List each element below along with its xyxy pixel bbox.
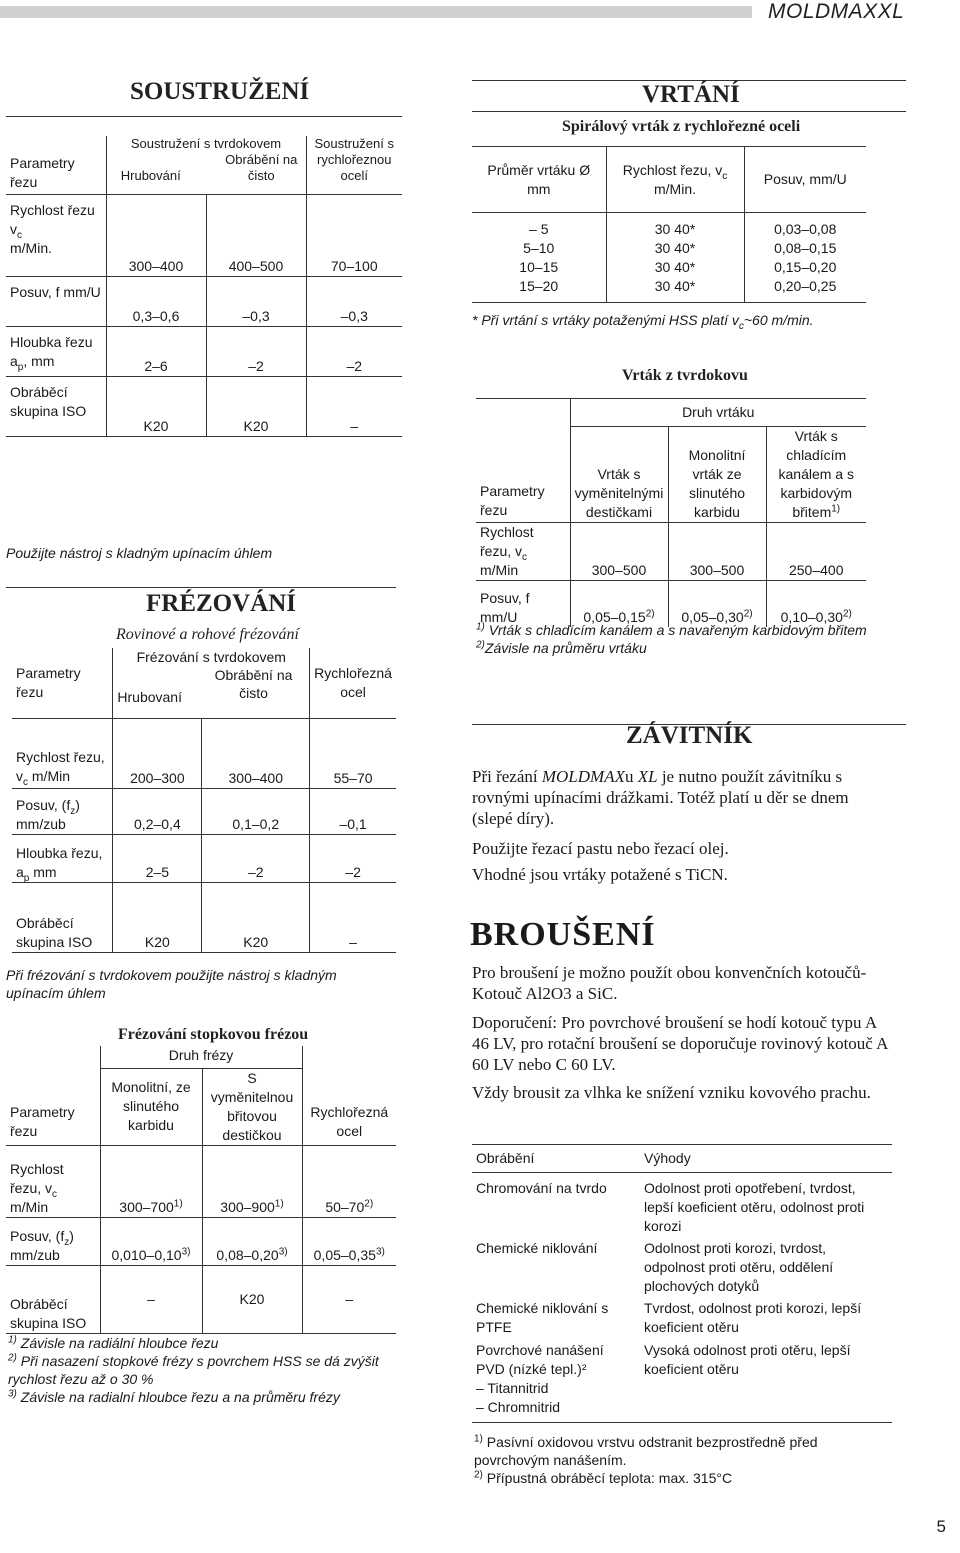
brand-title: MOLDMAXXL [768, 0, 905, 23]
cell: – [350, 417, 359, 434]
row-label: Obráběcí skupina ISO [6, 376, 106, 436]
cell: –2 [345, 863, 361, 880]
cell: 300–700$^{1)}$ [100, 1145, 202, 1217]
cell: K20 [202, 882, 310, 952]
cell: 55–70 [333, 769, 373, 786]
frezovani-title: FRÉZOVÁNÍ [146, 590, 297, 617]
brouseni-p1: Pro broušení je možno použít obou konvenčních kotoučů- Kotouč Al2O3 a SiC. [472, 963, 867, 1003]
col-header-vyhody: Výhody [644, 1150, 691, 1166]
cell: – 5 5–10 10–15 15–20 [472, 213, 606, 303]
soustruzeni-note: Použijte nástroj s kladným upínacím úhlem [6, 545, 273, 561]
col-header-rychlost: Rychlost řezu, $v_c$ m/Min. [606, 147, 744, 213]
col-header-param: Parametry řezu [6, 136, 106, 194]
vyhody-table [472, 1144, 892, 1423]
soustruzeni-title: SOUSTRUŽENÍ [130, 78, 310, 105]
stopkova-table [6, 1046, 396, 1334]
col-header-group [106, 136, 306, 194]
vrtani-title: VRTÁNÍ [642, 81, 740, 108]
cell: – [349, 933, 357, 950]
tvrdokov-subtitle: Vrták z tvrdokovu [622, 367, 748, 384]
cell: 0,05–0,30$^{2)}$ [668, 581, 766, 627]
zavitnik-p1: Při řezání MOLDMAXu XL je nutno použít závitníku s rovnými upínacími drážkami. Totéž platí u děr se dnem (slepé díry). [472, 767, 849, 828]
frezovani-note: Při frézování s tvrdokovem použijte nástroj s kladným upínacím úhlem [6, 967, 337, 1001]
col-header-param: Parametry řezu [476, 399, 570, 523]
row-label: Posuv, $(f_z)$ mm/zub [6, 1217, 100, 1265]
cell: 50–70$^{2)}$ [325, 1197, 374, 1215]
divider [6, 587, 396, 588]
cell: 0,1–0,2 [202, 788, 310, 834]
cell: K20 [113, 882, 202, 952]
cell: –2 [202, 834, 310, 882]
zavitnik-p2: Použijte řezací pastu nebo řezací olej. [472, 839, 729, 858]
col-hrubovani: Hrubovaní [117, 689, 182, 705]
col-header-posuv: Posuv, mm/U [763, 171, 847, 187]
cell: K20 [206, 376, 306, 436]
row-label: Obráběcí skupina ISO [6, 1265, 100, 1333]
cell: Chemické niklování s PTFE [476, 1299, 609, 1335]
cell: 0,08–0,20$^{3)}$ [202, 1217, 302, 1265]
cell: 0,2–0,4 [113, 788, 202, 834]
stopkova-footnotes: $^{1)}$ Závisle na radiální hloubce řezu $^{2)}$ Při nasazení stopkové frézy s povrchem HSS se dá zvýšit rychlost řezu až o 30 % $^{3)}$ Závisle na radialní hloubce řezu a na průměru frézy [8, 1334, 379, 1405]
cell: Vysoká odolnost proti otěru, lepší koeficient otěru [644, 1341, 851, 1377]
frezovani-subtitle: Rovinové a rohové frézování [116, 626, 299, 643]
cell: –0,1 [339, 815, 367, 832]
vrtani-subtitle: Spirálový vrták z rychlořezné oceli [562, 118, 801, 135]
frezovani-table [12, 648, 396, 953]
row-label: Rychlost řezu, $v_c$ m/Min [12, 718, 113, 788]
zavitnik-title: ZÁVITNÍK [626, 722, 753, 749]
cell: –0,3 [206, 276, 306, 326]
col-header-druh: Druh vrtáku [570, 399, 866, 427]
tvrdokov-table [476, 398, 866, 627]
cell: 70–100 [330, 257, 378, 274]
group-label: Soustružení s tvrdokovem [130, 136, 282, 151]
cell: 0,05–0,35$^{3)}$ [313, 1245, 385, 1263]
col-obrabeni: Obrábění na čisto [225, 152, 298, 183]
row-label: Posuv, f mm/U [6, 276, 106, 326]
brouseni-p2: Doporučení: Pro povrchové broušení se hodí kotouč typu A 46 LV, pro rotační broušení se doporučuje rovinový kotouč A 60 LV nebo C 60 LV. [472, 1013, 888, 1074]
row-label: Obráběcí skupina ISO [12, 882, 113, 952]
col-header-rychlorez: Rychlořezná ocel [310, 1103, 389, 1139]
cell: 400–500 [206, 194, 306, 276]
row-label: Posuv, $(f_z)$ mm/zub [12, 788, 113, 834]
header-bar [0, 6, 752, 18]
group-label: Frézování s tvrdokovem [136, 649, 286, 665]
col-header-c: Vrták s chladícím kanálem a s karbidovým břitem$^{1)}$ [778, 428, 854, 520]
vyhody-footnotes: $^{1)}$ Pasívní oxidovou vrstvu odstranit bezprostředně před povrchovým nanášením. $^{2)}$ Přípustná obráběcí teplota: max. 315°C [474, 1433, 818, 1486]
page-number: 5 [936, 1517, 946, 1536]
stopkova-subtitle: Frézování stopkovou frézou [118, 1026, 309, 1043]
cell: – [345, 1290, 354, 1307]
cell: 0,3–0,6 [106, 276, 206, 326]
cell: – [100, 1265, 202, 1333]
cell: Tvrdost, odolnost proti korozi, lepší koeficient otěru [644, 1299, 862, 1335]
col-header-monolit: Monolitní, ze slinutého karbidu [100, 1068, 202, 1145]
cell: 0,03–0,08 0,08–0,15 0,15–0,20 0,20–0,25 [774, 220, 837, 294]
cell: K20 [106, 376, 206, 436]
vrtani-note: * Při vrtání s vrtáky potaženými HSS platí $v_c\sim 60$ m/min. [472, 312, 814, 332]
col-header-b: Monolitní vrták ze slinutého karbidu [668, 427, 766, 523]
cell: 250–400 [788, 562, 844, 578]
row-label: Hloubka řezu $a_p$, mm [6, 326, 106, 376]
cell: 300–900$^{1)}$ [202, 1145, 302, 1217]
soustruzeni-table [6, 136, 402, 437]
col-header-rychlorez: Soustružení s rychlořeznou ocelí [314, 136, 394, 183]
cell: 2–6 [106, 326, 206, 376]
cell: 300–400 [202, 718, 310, 788]
row-label: Rychlost řezu, $v_c$ m/Min [6, 1145, 100, 1217]
cell: 30 40* 30 40* 30 40* 30 40* [606, 213, 744, 303]
cell: 300–500 [668, 523, 766, 581]
col-header-obrabeni: Obrábění [476, 1150, 535, 1166]
row-label: Hloubka řezu, $a_p$ mm [12, 834, 113, 882]
cell: 200–300 [113, 718, 202, 788]
cell: 300–500 [570, 523, 668, 581]
col-hrubovani: Hrubování [120, 168, 181, 183]
cell: –2 [346, 357, 363, 374]
cell: Odolnost proti korozi, tvrdost, odpolnost proti otěru, oddělení plochových dotyků [644, 1239, 834, 1294]
col-header-group [113, 648, 310, 718]
tvrdokov-footnotes: $^{1)}$ Vrták s chladícím kanálem a s navařeným karbidovým břitem $^{2)}$Závisle na průměru vrtáku [476, 621, 867, 656]
cell: 0,010–0,10$^{3)}$ [100, 1217, 202, 1265]
cell: 2–5 [113, 834, 202, 882]
col-header-vymenit: S vyměnitelnou břitovou destičkou [202, 1068, 302, 1145]
cell: 0,10–0,30$^{2)}$ [780, 607, 852, 625]
row-label: Rychlost řezu $v_c$ m/Min. [6, 194, 106, 276]
col-header-a: Vrták s vyměnitelnými destičkami [570, 427, 668, 523]
brouseni-p3: Vždy brousit za vlhka ke snížení vzniku kovového prachu. [472, 1083, 871, 1102]
cell: K20 [202, 1265, 302, 1333]
row-label: Rychlost řezu, $v_c$ m/Min [476, 523, 570, 581]
divider [6, 116, 402, 117]
col-header-rychlorez: Rychlořezná ocel [314, 664, 392, 700]
cell: Odolnost proti opotřebení, tvrdost, lepší koeficient otěru, odolnost proti korozi [644, 1180, 865, 1234]
cell: 300–400 [106, 194, 206, 276]
col-header-param: Parametry řezu [6, 1046, 100, 1145]
brouseni-title: BROUŠENÍ [470, 916, 656, 953]
col-header-prumer: Průměr vrtáku Ø mm [472, 147, 606, 213]
row-label: Posuv, f mm/U [476, 581, 570, 627]
cell: 0,05–0,15$^{2)}$ [570, 581, 668, 627]
cell: –2 [206, 326, 306, 376]
divider [472, 111, 906, 112]
vrtani-table [472, 146, 866, 303]
cell: Chromování na tvrdo [476, 1180, 607, 1196]
col-obrabeni: Obrábění na čisto [214, 667, 293, 701]
cell: Povrchové nanášení PVD (nízké tepl.)² – Titannitrid – Chromnitrid [476, 1341, 604, 1415]
zavitnik-p3: Vhodné jsou vrtáky potažené s TiCN. [472, 865, 728, 884]
col-header-param: Parametry řezu [12, 648, 113, 718]
cell: Chemické niklování [476, 1239, 598, 1256]
col-header-druh: Druh frézy [100, 1046, 302, 1068]
cell: –0,3 [340, 307, 368, 324]
